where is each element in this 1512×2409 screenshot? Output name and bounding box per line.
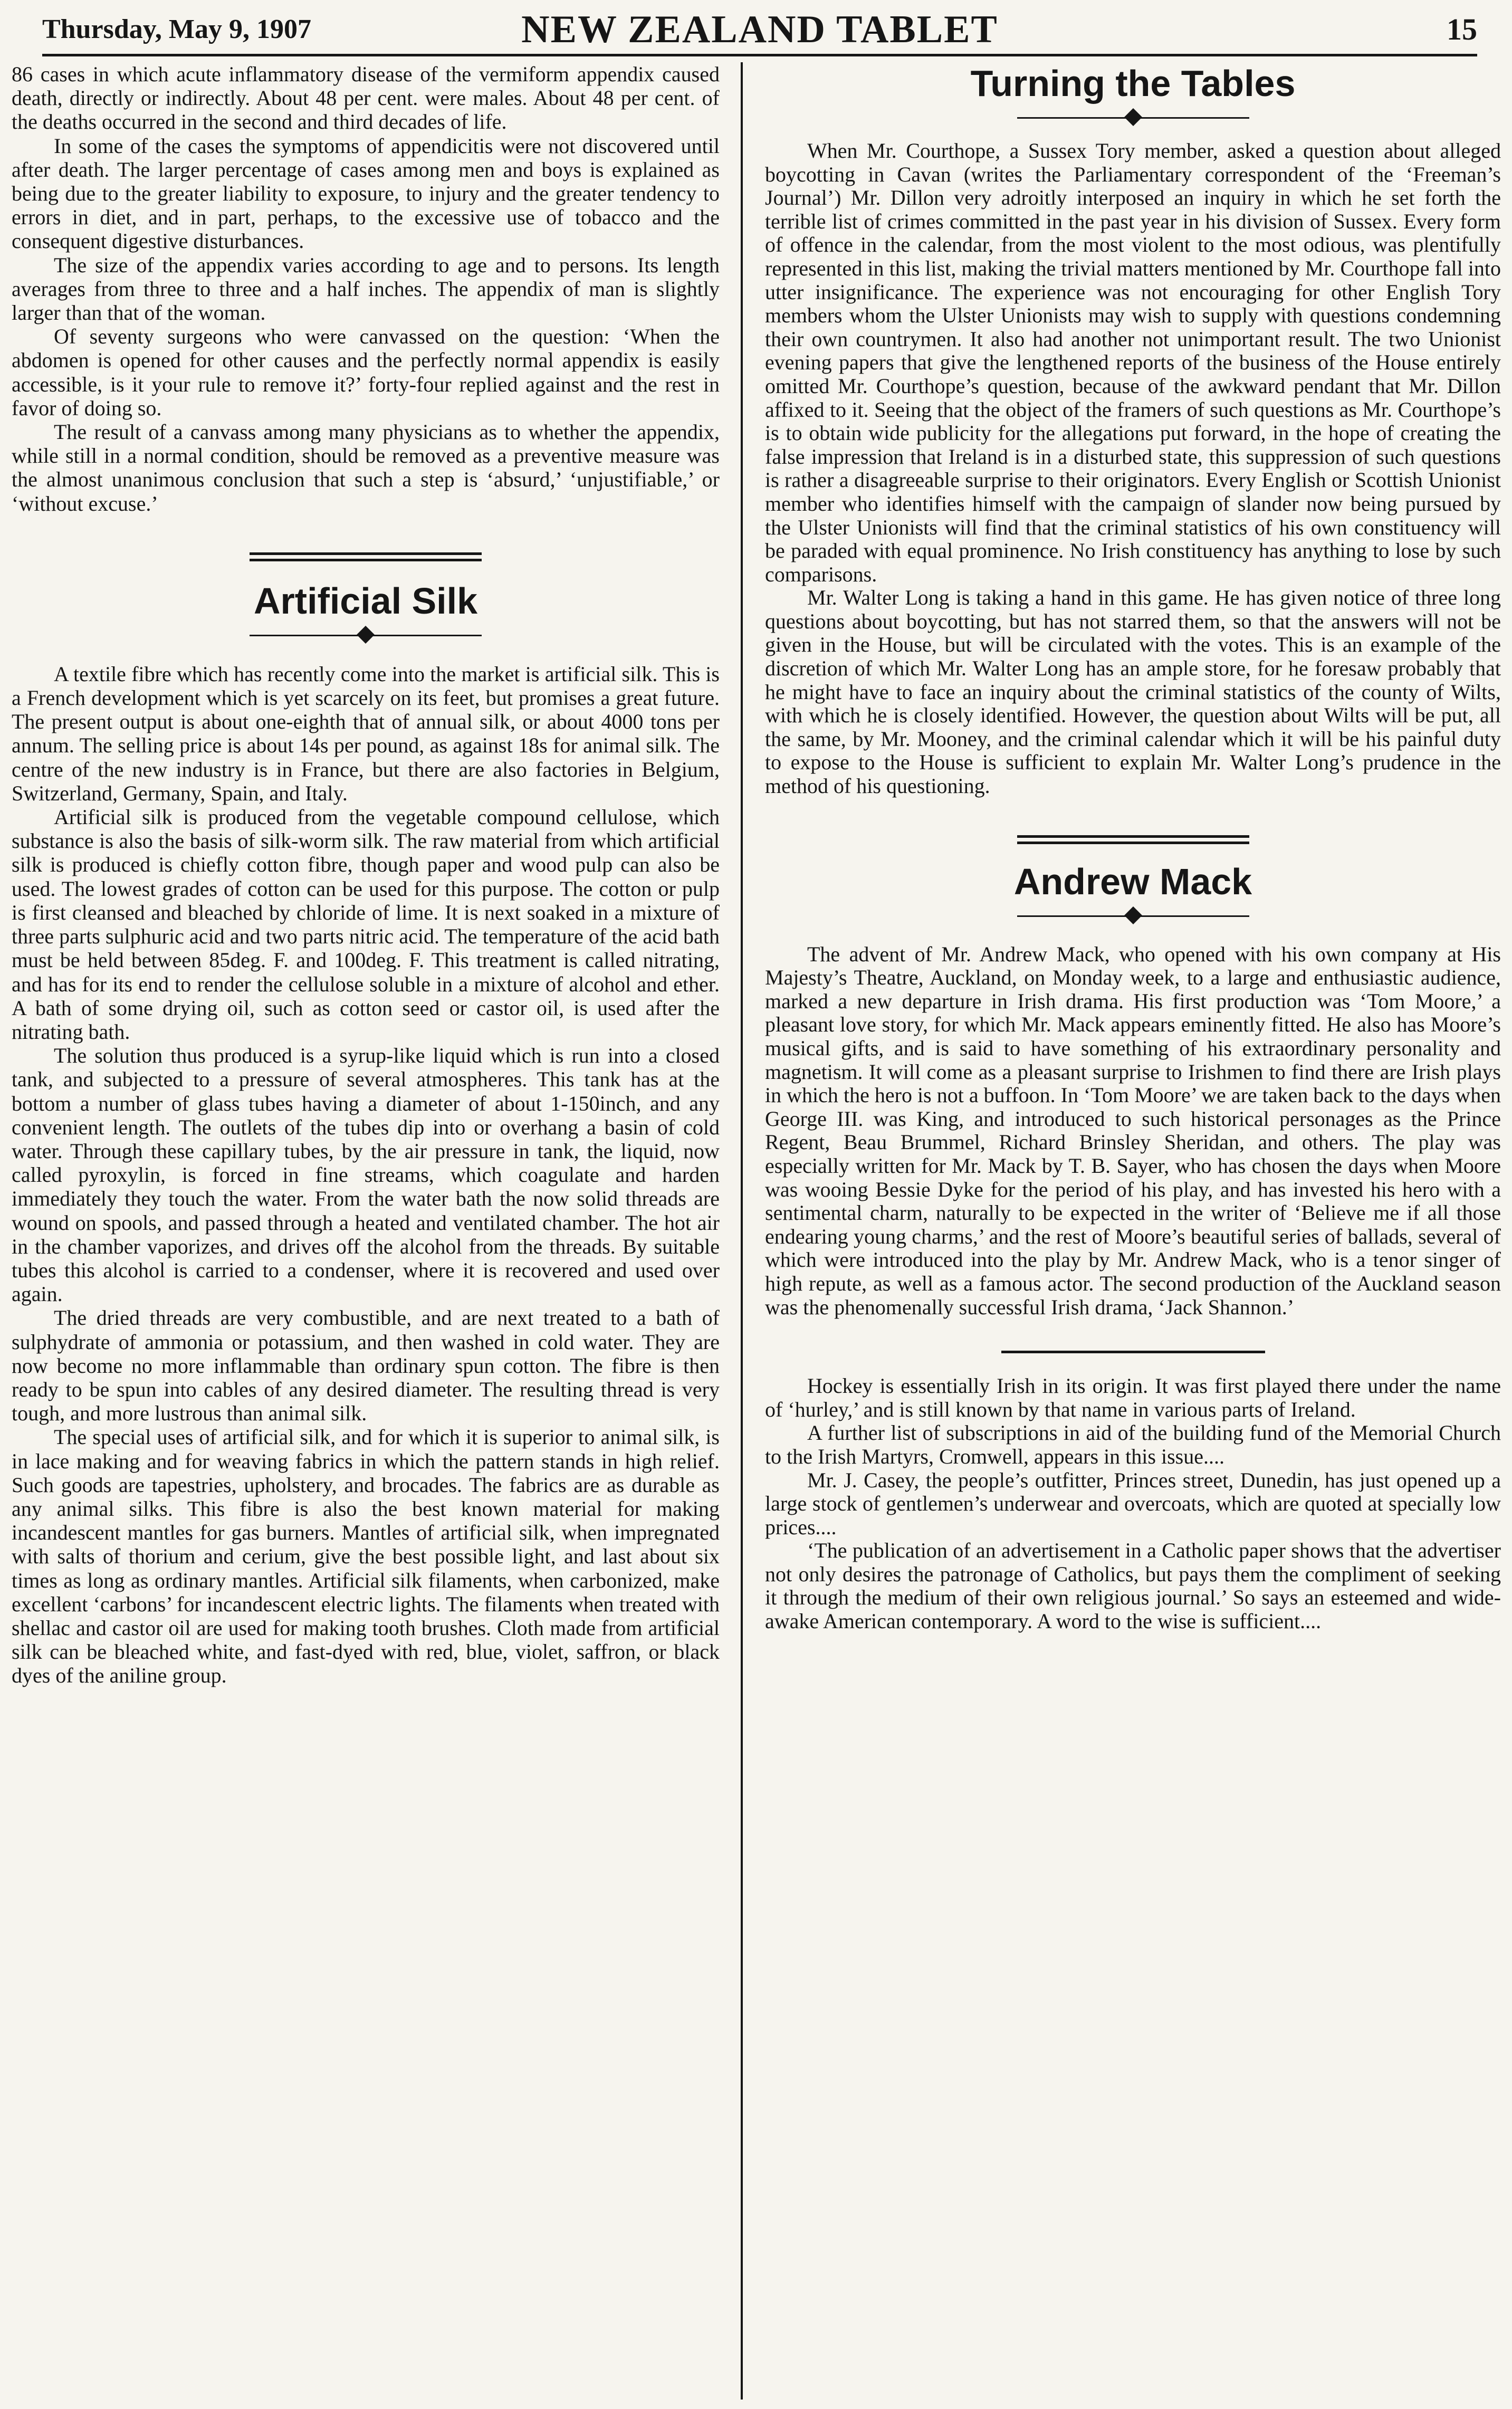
right-column: [765, 62, 1501, 1633]
turning-the-tables-heading: Turning the Tables: [970, 63, 1296, 104]
andrew-mack-heading: Andrew Mack: [1013, 861, 1252, 902]
ornament-divider: [1017, 108, 1249, 129]
article-paragraph: Mr. Walter Long is taking a hand in this game. He has given notice of three long questions about boycotting, but has not starred them, so that the answers will not be given in the House, but will be circulated with the votes. This is an example of the discretion of which Mr. Walter Long has an ample store, for he foresaw probably that he might have to face an inquiry about the criminal statistics of the county of Wilts, with which he is closely identified. However, the question about Wilts will be put, all the same, by Mr. Mooney, and the criminal calendar which it will be his painful duty to expose to the House is sufficient to explain Mr. Walter Long’s prudence in the method of his questioning.: [765, 586, 1501, 798]
article-paragraph: The special uses of artificial silk, and for which it is superior to animal silk, is in lace making and for weaving fabrics in which the pattern stands in high relief. Such goods are tapestries, upholstery, and brocades. The fabrics are as durable as any animal silks. This fibre is also the best known material for making incandescent mantles for gas burners. Mantles of artificial silk, when impregnated with salts of thorium and cerium, give the best possible light, and last about six times as long as ordinary mantles. Artificial silk filaments, when carbonized, make excellent ‘carbons’ for incandescent electric lights. The filaments when treated with shellac and castor oil are used for making tooth brushes. Cloth made from artificial silk can be bleached white, and fast-dyed with red, blue, violet, saffron, or black dyes of the aniline group.: [12, 1425, 720, 1688]
section-separator: [250, 552, 482, 562]
newspaper-title: NEW ZEALAND TABLET: [521, 8, 998, 51]
article-paragraph: The advent of Mr. Andrew Mack, who opened with his own company at His Majesty’s Theatre, Auckland, on Monday week, to a large and enthusiastic audience, marked a new departure in Irish drama. His first production was ‘Tom Moore,’ a pleasant love story, for which Mr. Mack appears eminently fitted. He also has Moore’s musical gifts, and is said to have something of his extraordinary personality and magnetism. It will come as a pleasant surprise to Irishmen to find there are Irish plays in which the hero is not a buffoon. In ‘Tom Moore’ we are taken back to the days when George III. was King, and introduced to such historical personages as the Prince Regent, Beau Brummel, Richard Brinsley Sheridan, and others. The play was especially written for Mr. Mack by T. B. Sayer, who has chosen the days when Moore was wooing Bessie Dyke for the period of his play, and has invested his hero with a sentimental charm, naturally to be expected in the writer of ‘Believe me if all those endearing young charms,’ and the rest of Moore’s beautiful series of ballads, several of which were introduced into the play by Mr. Andrew Mack, who is a tenor singer of high repute, as well as a famous actor. The second production of the Auckland season was the phenomenally successful Irish drama, ‘Jack Shannon.’: [765, 942, 1501, 1319]
masthead: [42, 6, 1477, 56]
news-note: A further list of subscriptions in aid of the building fund of the Memorial Church to the Irish Martyrs, Cromwell, appears in this issue....: [765, 1421, 1501, 1468]
left-column: [12, 62, 720, 1688]
news-note: Hockey is essentially Irish in its origin. It was first played there under the name of ‘hurley,’ and is still known by that name in various parts of Ireland.: [765, 1374, 1501, 1421]
ornament-divider: [250, 625, 482, 646]
page-number: 15: [1447, 12, 1477, 46]
news-notes: [765, 1374, 1501, 1633]
news-note: Mr. J. Casey, the people’s outfitter, Princes street, Dunedin, has just opened up a large stock of gentlemen’s underwear and overcoats, which are quoted at specially low prices....: [765, 1468, 1501, 1539]
article-paragraph: The solution thus produced is a syrup-like liquid which is run into a closed tank, and subjected to a pressure of several atmospheres. This tank has at the bottom a number of glass tubes having a diameter of about 1-150inch, and any convenient length. The outlets of the tubes dip into or overhang a basin of cold water. Through these capillary tubes, by the air pressure in tank, the liquid, now called pyroxylin, is forced in fine streams, which coagulate and harden immediately they touch the water. From the water bath the now solid threads are wound on spools, and passed through a heated and ventilated chamber. The hot air in the chamber vaporizes, and drives off the alcohol from the threads. By suitable tubes this alcohol is carried to a condenser, where it is recovered and used over again.: [12, 1044, 720, 1306]
issue-date: Thursday, May 9, 1907: [42, 14, 311, 44]
article-paragraph: Of seventy surgeons who were canvassed on the question: ‘When the abdomen is opened for other causes and the perfectly normal appendix is easily accessible, is it your rule to remove it?’ forty-four replied against and the rest in favor of doing so.: [12, 324, 720, 420]
artificial-silk-article: [12, 662, 720, 1688]
article-paragraph: The size of the appendix varies according to age and to persons. Its length averages from three to three and a half inches. The appendix of man is slightly larger than that of the woman.: [12, 253, 720, 325]
column-divider: [741, 62, 743, 2400]
article-paragraph: The dried threads are very combustible, and are next treated to a bath of sulphydrate of ammonia or potassium, and then washed in cold water. They are now become no more inflammable than ordinary spun cotton. The fibre is then ready to be spun into cables of any desired diameter. The resulting thread is very tough, and more lustrous than animal silk.: [12, 1306, 720, 1426]
article-paragraph: In some of the cases the symptoms of appendicitis were not discovered until after death. The larger percentage of cases among men and boys is explained as being due to the greater liability to exposure, to injury and the greater tendency to errors in diet, and in part, perhaps, to the excessive use of tobacco and the consequent digestive disturbances.: [12, 133, 720, 253]
turning-the-tables-article: [765, 139, 1501, 798]
article-paragraph: Artificial silk is produced from the vegetable compound cellulose, which substance is also the basis of silk-worm silk. The raw material from which artificial silk is produced is chiefly cotton fibre, though paper and wood pulp can also be used. The lowest grades of cotton can be used for this purpose. The cotton or pulp is first cleansed and bleached by chloride of lime. It is next soaked in a mixture of three parts sulphuric acid and two parts nitric acid. The temperature of the acid bath must be held between 85deg. F. and 100deg. F. This treatment is called nitrating, and has for its end to render the cellulose soluble in a mixture of alcohol and ether. A bath of some drying oil, such as cotton seed or castor oil, is used after the nitrating bath.: [12, 805, 720, 1044]
artificial-silk-heading: Artificial Silk: [253, 580, 478, 622]
article-paragraph: A textile fibre which has recently come into the market is artificial silk. This is a French development which is yet scarcely on its feet, but promises a great future. The present output is about one-eighth that of annual silk, or about 4000 tons per annum. The selling price is about 14s per pound, as against 18s for animal silk. The centre of the new industry is in France, but there are also factories in Belgium, Switzerland, Germany, Spain, and Italy.: [12, 662, 720, 805]
appendix-article: [12, 62, 720, 515]
article-paragraph: The result of a canvass among many physicians as to whether the appendix, while still in a normal condition, should be removed as a preventive measure was the almost unanimous conclusion that such a step is ‘absurd,’ ‘unjustifiable,’ or ‘without excuse.’: [12, 420, 720, 515]
article-paragraph: When Mr. Courthope, a Sussex Tory member, asked a question about alleged boycotting in Cavan (writes the Parliamentary correspondent of the ‘Freeman’s Journal’) Mr. Dillon very adroitly interposed an inquiry in which he set forth the terrible list of crimes committed in the past year in his division of Sussex. Every form of offence in the calendar, from the most violent to the most odious, was plentifully represented in this list, making the trivial matters mentioned by Mr. Courthope fall into utter insignificance. The experience was not encouraging for other English Tory members whom the Ulster Unionists may wish to supply with questions condemning their own countrymen. It also had another not unimportant result. The two Unionist evening papers that give the lengthened reports of the business of the House entirely omitted Mr. Courthope’s question, because of the awkward pendant that Mr. Dillon affixed to it. Seeing that the object of the framers of such questions as Mr. Courthope’s is to obtain wide publicity for the allegations put forward, in the hope of creating the false impression that Ireland is in a disturbed state, this suppression of such questions is rather a disagreeable surprise to their originators. Every English or Scottish Unionist member who identifies himself with the campaign of slander now being pursued by the Ulster Unionists will find that the criminal statistics of his own constituency will be paraded with equal prominence. No Irish constituency has anything to lose by such comparisons.: [765, 139, 1501, 586]
article-paragraph: 86 cases in which acute inflammatory disease of the vermiform appendix caused death, directly or indirectly. About 48 per cent. were males. About 48 per cent. of the deaths occurred in the second and third decades of life.: [12, 62, 720, 134]
section-separator: [1017, 835, 1249, 845]
news-note: ‘The publication of an advertisement in a Catholic paper shows that the advertiser not only desires the patronage of Catholics, but pays them the compliment of seeking it through the medium of their own religious journal.’ So says an esteemed and wide-awake American contemporary. A word to the wise is sufficient....: [765, 1538, 1501, 1633]
ornament-divider: [1017, 906, 1249, 927]
andrew-mack-article: [765, 943, 1501, 1320]
